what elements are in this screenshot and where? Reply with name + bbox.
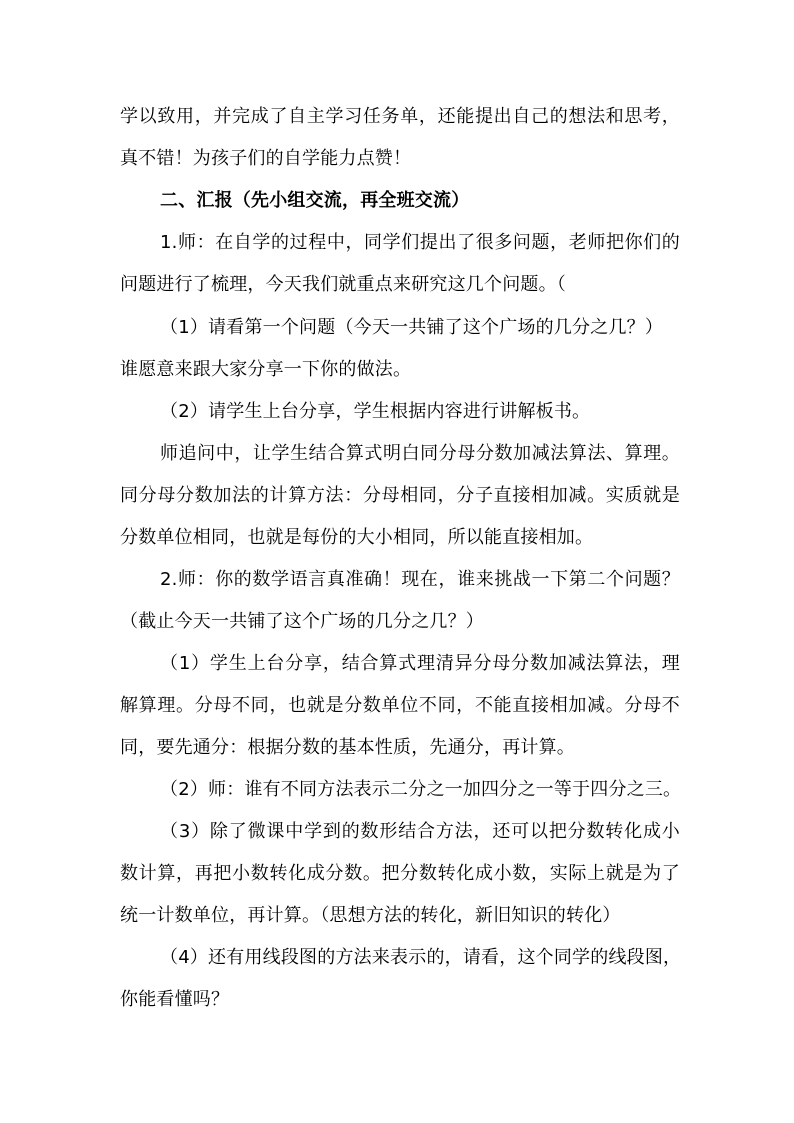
- paragraph-line: 1.师：在自学的过程中，同学们提出了很多问题，老师把你们的: [160, 232, 680, 253]
- paragraph-line: 你能看懂吗？: [120, 989, 230, 1010]
- paragraph-line: 解算理。分母不同，也就是分数单位不同，不能直接相加减。分母不: [120, 695, 680, 716]
- paragraph-line: 数计算，再把小数转化成分数。把分数转化成小数，实际上就是为了: [120, 863, 680, 884]
- paragraph-line: （1）请看第一个问题（今天一共铺了这个广场的几分之几？）: [160, 317, 664, 338]
- paragraph-line: 同分母分数加法的计算方法：分母相同，分子直接相加减。实质就是: [120, 485, 680, 506]
- paragraph-line: （1）学生上台分享，结合算式理清异分母分数加减法算法，理: [160, 653, 680, 674]
- paragraph-line: 问题进行了梳理，今天我们就重点来研究这几个问题。（: [120, 274, 566, 295]
- paragraph-line: （2）请学生上台分享，学生根据内容进行讲解板书。: [160, 401, 591, 422]
- section-heading: 二、汇报（先小组交流，再全班交流）: [160, 190, 470, 211]
- paragraph-line: 统一计数单位，再计算。（思想方法的转化，新旧知识的转化）: [120, 905, 621, 926]
- paragraph-line: 2.师：你的数学语言真准确！现在，谁来挑战一下第二个问题？: [160, 569, 680, 590]
- paragraph-line: （3）除了微课中学到的数形结合方法，还可以把分数转化成小: [160, 821, 680, 842]
- paragraph-line: （2）师：谁有不同方法表示二分之一加四分之一等于四分之三。: [160, 779, 682, 800]
- paragraph-line: 师追问中，让学生结合算式明白同分母分数加减法算法、算理。: [160, 443, 680, 464]
- paragraph-line: 同，要先通分：根据分数的基本性质，先通分，再计算。: [120, 737, 575, 758]
- paragraph-line: 真不错！为孩子们的自学能力点赞！: [120, 148, 412, 169]
- paragraph-line: （截止今天一共铺了这个广场的几分之几？）: [120, 611, 484, 632]
- paragraph-line: 学以致用，并完成了自主学习任务单，还能提出自己的想法和思考，: [120, 106, 680, 127]
- paragraph-line: 谁愿意来跟大家分享一下你的做法。: [120, 359, 412, 380]
- paragraph-line: 分数单位相同，也就是每份的大小相同，所以能直接相加。: [120, 527, 594, 548]
- paragraph-line: （4）还有用线段图的方法来表示的，请看，这个同学的线段图，: [160, 947, 682, 968]
